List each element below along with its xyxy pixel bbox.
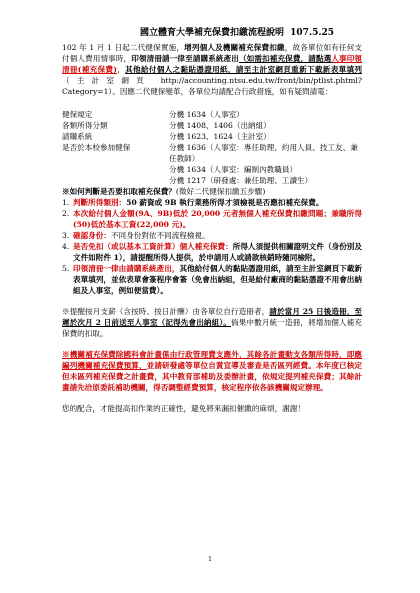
contact-key: 各類所得分類 (62, 121, 108, 130)
list-item (62, 208, 362, 230)
intro-text-6: 人事印領清冊(補充保費) (62, 54, 363, 74)
org-premium-text-1: ※機關補充保費除國科會計畫係由行政管理費支應外，其餘各計畫動支各類所得時，即應編列機關補充保費預算， (62, 350, 362, 370)
org-premium-text-2: 並請研發處等單位自賞宣導及審查是否區列經費。本年度已核定但未區列補充保費之計畫費，其中教育部補助及委辦計畫，依規定提列補充保費；其餘計畫請先洽原委託補助機關，得否調整經費預算，核定程序依各該機關規定辦理。 (62, 361, 363, 392)
intro-text-7: ， (116, 65, 126, 74)
step-label: 印領清冊一律由請購系統產出， (73, 264, 180, 273)
intro-paragraph (62, 42, 362, 97)
question-heading-text: ※如何判斷是否要扣取補充保費？ (62, 187, 176, 196)
reminder-text-2: 請於當月 25 日後造冊，至遲於次月 2 日前送至人事室（記得先會出納組）。 (62, 307, 363, 327)
intro-text-8: 其他給付個人之黏貼憑證用紙，請至主計室網頁重新下載新表單填列 (125, 65, 363, 74)
step-label: 是否免扣（或以基本工資計算）個人補充保費： (73, 242, 233, 251)
step-text: 其他給付個人的黏貼憑證用紙，請至主計室網頁下載新表單填列，並依表單會簽程序會簽（免會出納組，但是給付廠商的黏貼憑證不用會出納組及人事室，例如便當費）。 (73, 264, 363, 295)
contact-key: 健保規定 (62, 110, 93, 119)
contact-value: 分機 1636（人事室：專任助理、約用人員、技工友、兼任教師） (169, 143, 358, 163)
contact-key: 是否於本校參加健保 (62, 143, 131, 152)
document-date: 107.5.25 (290, 28, 334, 38)
step-text: 50 薪資或 9B 執行業務所得才須檢視是否應扣補充保費。 (126, 198, 324, 207)
contact-value: 分機 1634（人事室） (169, 110, 244, 119)
list-item (62, 241, 362, 263)
question-heading (62, 186, 362, 197)
reminder-text-1: ※提醒按月支薪（含按時、按日計酬）由各單位自行造冊者， (62, 307, 270, 316)
step-label: 確認身份： (73, 231, 111, 240)
intro-text-9: （主計室網頁 http://accounting.ntsu.edu.tw/front/bin/ptlist.phtml?Category=1）。因應二代健保變革，各單位均請配合行政措施，如有疑問請電： (62, 76, 362, 96)
list-item (62, 197, 362, 208)
contact-extra: 分機 1634（人事室：編制內教職員） (169, 165, 298, 174)
closing-text: 您的配合，才能提高扣作業的正確性，避免將來漏扣催繳的麻煩，謝謝！ (62, 404, 305, 413)
intro-text-1: 102 年 1 月 1 日起二代健保實施， (62, 43, 185, 52)
reminder-text-3: 倘果中數月統一造冊，將增加個人補充保費的扣取。 (62, 318, 362, 338)
contact-list (62, 109, 362, 186)
contact-key: 請購系統 (62, 132, 93, 141)
step-number: 2. (62, 209, 70, 218)
steps-list (62, 197, 362, 296)
page-number: 1 (208, 556, 212, 563)
step-text: 所得人須提供相關證明文件（身份別及文件如附件 1），請提醒所得人提供，於申請用人或請款核銷時隨同檢附。 (73, 242, 362, 262)
contact-value: 分機 1623、1624（主計室） (169, 132, 271, 141)
intro-text-2: 增列個人及機關補充保費扣繳 (184, 43, 285, 52)
step-number: 4. (62, 242, 70, 251)
title-text: 國立體育大學補充保費扣繳流程說明 (139, 28, 284, 38)
contact-row (62, 120, 362, 131)
org-premium-paragraph (62, 349, 362, 393)
document-title (62, 27, 362, 40)
intro-text-5: （如需扣補充保費，請點選 (239, 54, 332, 63)
contact-extra: 分機 1217（研發處：兼任助理、工讀生） (169, 176, 313, 185)
contact-value: 分機 1408、1406（出納組） (169, 121, 271, 130)
contact-row (62, 131, 362, 142)
intro-text-4: 印領清冊請一律至請購系統產出 (131, 54, 239, 63)
question-heading-note: (徵好二代健保扣繳五步驟) (175, 187, 266, 196)
step-text: 不同身份對依不同流程檢視。 (110, 231, 210, 240)
intro-text-3: ，故各單位如有任何支付個人費用情事時， (62, 43, 363, 63)
reminder-paragraph (62, 306, 362, 339)
step-label: 判斷所得類別： (73, 198, 127, 207)
step-label: 本次給付個人金額(9A、9B)低於 20,000 元者無個人補充保費扣繳問題；兼職所得(50)低於基本工資(22,000 元)。 (73, 209, 362, 229)
list-item (62, 230, 362, 241)
step-number: 3. (62, 231, 70, 240)
step-number: 1. (62, 198, 70, 207)
step-number: 5. (62, 264, 70, 273)
contact-row (62, 142, 362, 164)
list-item (62, 263, 362, 296)
contact-row (62, 109, 362, 120)
